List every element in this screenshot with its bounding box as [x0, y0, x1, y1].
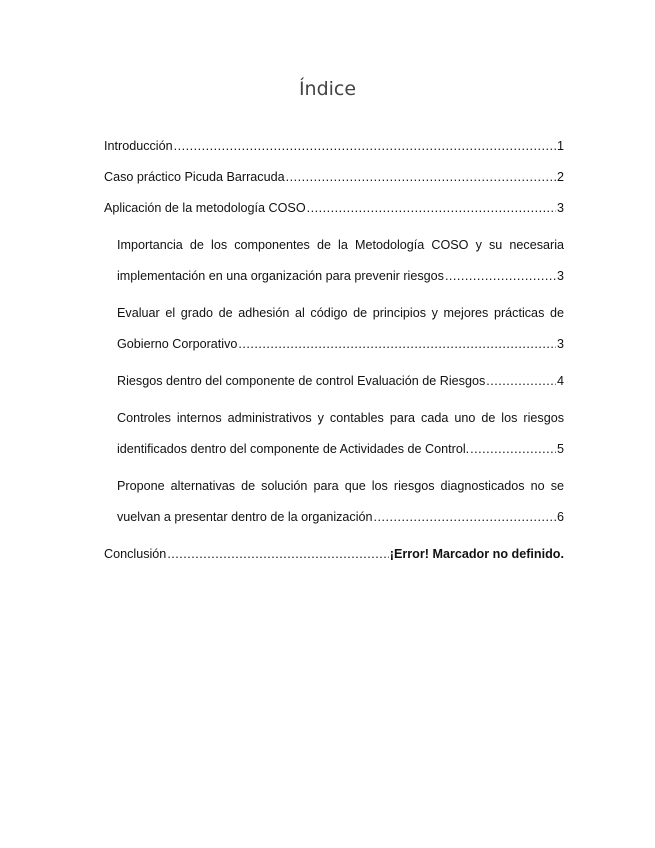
dot-leader [470, 434, 556, 465]
toc-entry-label-line1: Controles internos administrativos y contables para cada uno de los riesgos [117, 411, 564, 425]
toc-entry-controles-internos[interactable] [104, 403, 564, 465]
dot-leader [445, 261, 556, 292]
toc-entry-riesgos-evaluacion[interactable] [104, 366, 564, 397]
toc-error-bookmark: ¡Error! Marcador no definido. [389, 547, 564, 561]
toc-entry-label-line1: Importancia de los componentes de la Metodología COSO y su necesaria [117, 238, 564, 252]
toc-entry-label-line2: vuelvan a presentar dentro de la organización [117, 510, 373, 524]
toc-entry-label: Caso práctico Picuda Barracuda [104, 170, 285, 184]
toc-page-number: 3 [556, 201, 564, 215]
toc-entry-label: Introducción [104, 139, 173, 153]
table-of-contents [104, 131, 564, 570]
dot-leader [174, 131, 556, 162]
toc-entry-conclusion[interactable] [104, 539, 564, 570]
dot-leader [286, 162, 556, 193]
toc-entry-label: Aplicación de la metodología COSO [104, 201, 306, 215]
toc-entry-aplicacion-coso[interactable] [104, 193, 564, 224]
toc-entry-label-line1: Propone alternativas de solución para que los riesgos diagnosticados no se [117, 479, 564, 493]
toc-entry-label: Conclusión [104, 547, 167, 561]
toc-entry-label: Riesgos dentro del componente de control Evaluación de Riesgos [117, 374, 486, 388]
toc-entry-label-line2: implementación en una organización para prevenir riesgos [117, 269, 444, 283]
toc-page-number: 4 [556, 374, 564, 388]
toc-page-number: 3 [556, 337, 564, 351]
dot-leader [238, 329, 556, 360]
toc-page-number: 5 [556, 442, 564, 456]
dot-leader [167, 539, 388, 570]
toc-entry-propone-alternativas[interactable] [104, 471, 564, 533]
toc-entry-introduccion[interactable] [104, 131, 564, 162]
toc-page-number: 3 [556, 269, 564, 283]
toc-page-number: 2 [556, 170, 564, 184]
dot-leader [374, 502, 556, 533]
toc-title: Índice [298, 78, 357, 100]
toc-page-number: 1 [556, 139, 564, 153]
toc-entry-caso-practico[interactable] [104, 162, 564, 193]
toc-entry-label-line2: identificados dentro del componente de Actividades de Control. [117, 442, 470, 456]
toc-entry-label-line1: Evaluar el grado de adhesión al código de principios y mejores prácticas de [117, 306, 564, 320]
toc-page-number: 6 [556, 510, 564, 524]
dot-leader [307, 193, 556, 224]
toc-entry-label-line2: Gobierno Corporativo [117, 337, 238, 351]
toc-entry-importancia-componentes[interactable] [104, 230, 564, 292]
dot-leader [486, 366, 556, 397]
toc-entry-evaluar-adhesion[interactable] [104, 298, 564, 360]
